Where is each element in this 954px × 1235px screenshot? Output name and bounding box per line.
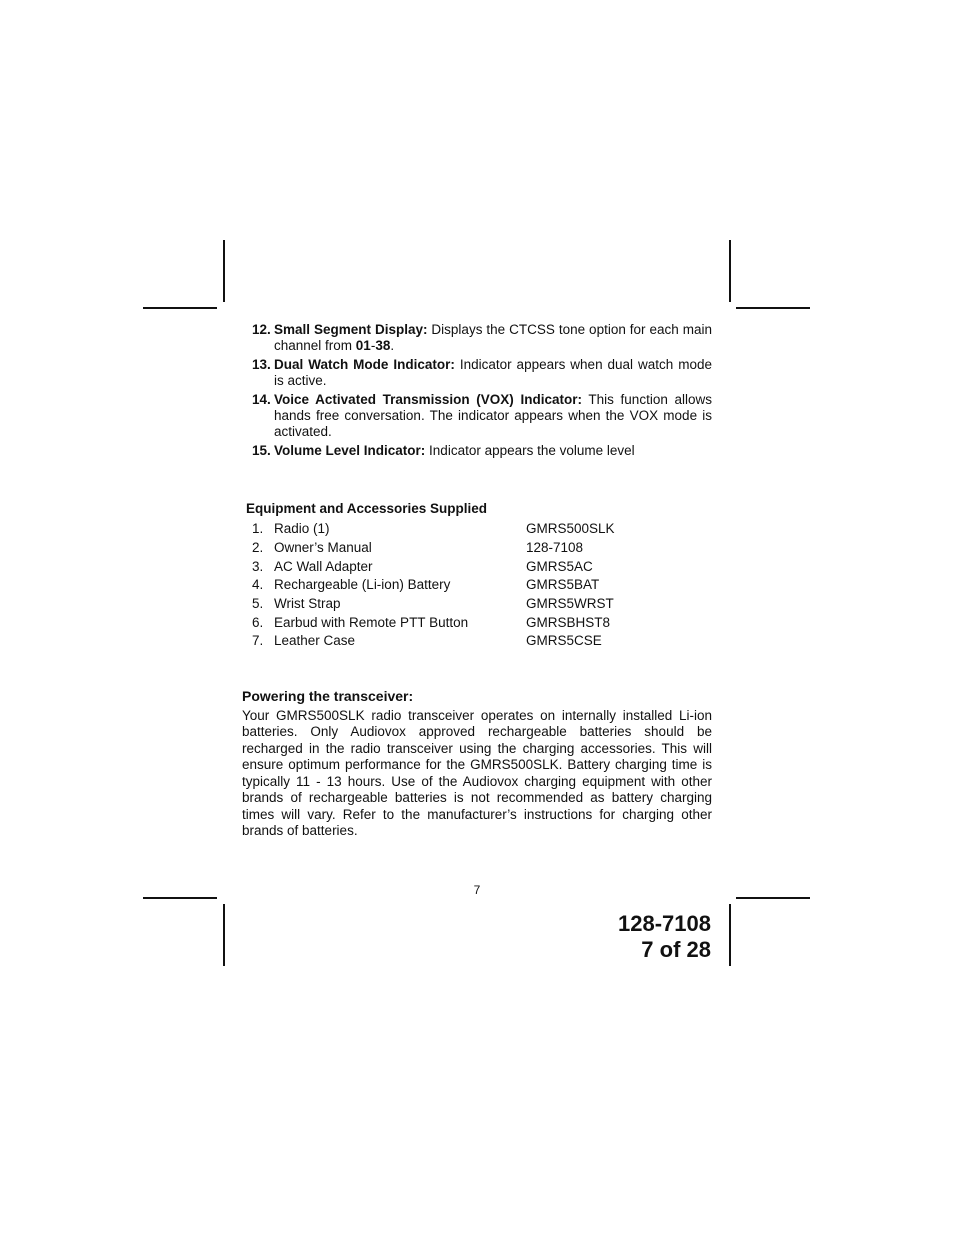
list-item: 14. Voice Activated Transmission (VOX) Indicator: This function allows hands free conversation. The indicator appears when the VOX mode is activated. <box>252 391 713 440</box>
equipment-heading: Equipment and Accessories Supplied <box>246 501 488 517</box>
table-row: 1. Radio (1) GMRS500SLK <box>252 521 615 537</box>
table-row: 3. AC Wall Adapter GMRS5AC <box>252 558 593 574</box>
crop-mark <box>729 240 731 302</box>
page-number: 7 <box>473 883 481 897</box>
list-item: 12. Small Segment Display: Displays the CTCSS tone option for each main channel from 01-38. <box>252 322 712 354</box>
page-count: 7 of 28 <box>641 937 711 962</box>
crop-mark <box>736 307 810 309</box>
item-label: Volume Level Indicator: <box>274 442 426 458</box>
table-row: 2. Owner’s Manual 128-7108 <box>252 539 584 555</box>
page-content <box>242 322 712 839</box>
crop-mark <box>143 897 217 899</box>
crop-mark <box>736 897 810 899</box>
document-id <box>618 911 711 963</box>
equipment-list <box>242 520 712 651</box>
crop-mark <box>143 307 217 309</box>
powering-heading: Powering the transceiver: <box>242 688 414 705</box>
crop-mark <box>223 904 225 966</box>
crop-mark <box>729 904 731 966</box>
list-item: 13. Dual Watch Mode Indicator: Indicator appears when dual watch mode is active. <box>252 356 712 389</box>
feature-list <box>242 322 712 459</box>
item-label: Voice Activated Transmission (VOX) Indicator: <box>274 391 582 407</box>
crop-mark <box>223 240 225 302</box>
item-label: Small Segment Display: <box>274 322 428 337</box>
item-label: Dual Watch Mode Indicator: <box>274 356 455 372</box>
table-row: 6. Earbud with Remote PTT Button GMRSBHST8 <box>252 614 611 630</box>
document-number: 128-7108 <box>618 911 711 936</box>
list-item: 15. Volume Level Indicator: Indicator appears the volume level <box>252 442 635 458</box>
table-row: 5. Wrist Strap GMRS5WRST <box>252 596 614 611</box>
table-row: 7. Leather Case GMRS5CSE <box>252 633 602 649</box>
powering-paragraph: Your GMRS500SLK radio transceiver operates on internally installed Li-ion batteries. Only Audiovox approved rechargeable batteries should be recharged in the radio transceiver using the charging accessories. This will ensure optimum performance for the GMRS500SLK. Battery charging time is typically 11 - 13 hours. Use of the Audiovox charging equipment with other brands of rechargeable batteries is not recommended as battery charging times will vary. Refer to the manufacturer’s instructions for charging other brands of batteries. <box>242 708 712 838</box>
table-row: 4. Rechargeable (Li-ion) Battery GMRS5BAT <box>252 577 600 593</box>
